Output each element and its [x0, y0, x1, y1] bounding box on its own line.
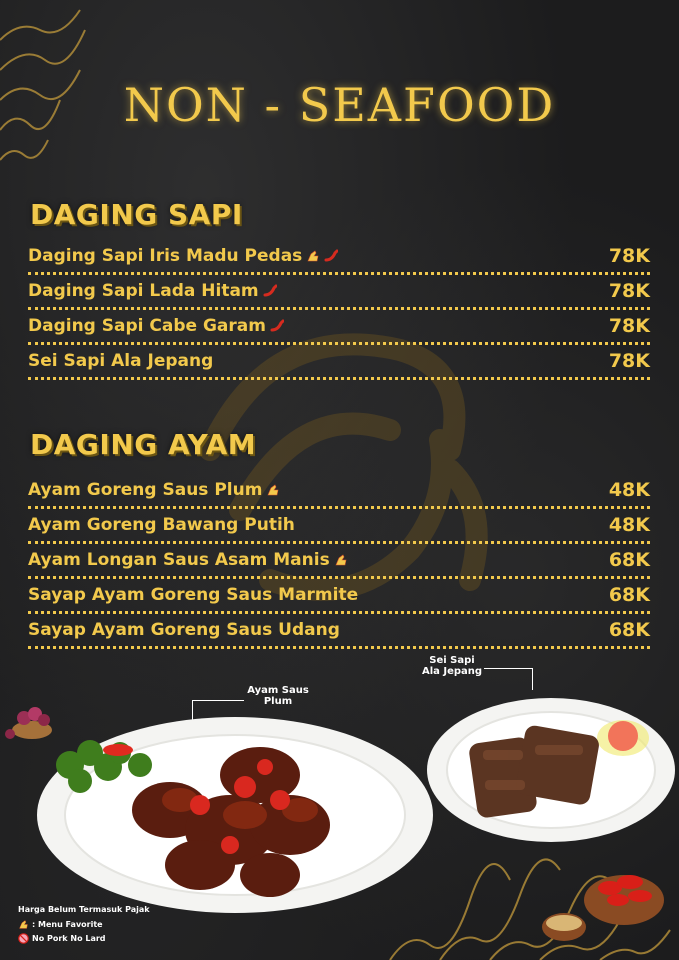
item-name: Ayam Goreng Saus Plum	[28, 480, 263, 500]
item-name: Ayam Longan Saus Asam Manis	[28, 550, 330, 570]
section-heading-daging-ayam: DAGING AYAM	[30, 428, 257, 461]
menu-item	[28, 240, 650, 275]
dish-image-ayam-saus-plum	[30, 715, 435, 920]
callout-label-plum: Ayam Saus Plum	[247, 685, 309, 707]
item-price: 78K	[608, 350, 650, 372]
section-heading-daging-sapi: DAGING SAPI	[30, 198, 243, 231]
menu-item	[28, 345, 650, 380]
item-name: Daging Sapi Iris Madu Pedas	[28, 246, 303, 266]
item-name: Sayap Ayam Goreng Saus Marmite	[28, 585, 359, 605]
callout-line	[484, 668, 532, 669]
menu-item	[28, 579, 650, 614]
thumbs-up-icon	[18, 919, 29, 930]
thumbs-up-icon	[306, 249, 320, 263]
item-price: 48K	[608, 479, 650, 501]
footer-favorite-note: : Menu Favorite	[18, 919, 103, 930]
item-price: 68K	[608, 549, 650, 571]
menu-item	[28, 544, 650, 579]
footer-pork-note: No Pork No Lard	[18, 933, 106, 944]
callout-line	[532, 668, 533, 690]
item-name: Sayap Ayam Goreng Saus Udang	[28, 620, 340, 640]
spice-bowl-image	[540, 905, 588, 945]
item-price: 68K	[608, 584, 650, 606]
chili-icon	[270, 319, 284, 333]
item-name: Daging Sapi Cabe Garam	[28, 316, 266, 336]
item-name: Ayam Goreng Bawang Putih	[28, 515, 295, 535]
item-price: 78K	[608, 280, 650, 302]
item-price: 78K	[608, 315, 650, 337]
menu-item	[28, 509, 650, 544]
callout-label-sei-sapi: Sei Sapi Ala Jepang	[421, 655, 483, 677]
chili-icon	[324, 249, 338, 263]
menu-list-daging-sapi	[28, 240, 650, 380]
item-name: Sei Sapi Ala Jepang	[28, 351, 214, 371]
thumbs-up-icon	[334, 553, 348, 567]
menu-item	[28, 275, 650, 310]
footer-tax-note: Harga Belum Termasuk Pajak	[18, 905, 150, 914]
menu-item	[28, 474, 650, 509]
menu-item	[28, 310, 650, 345]
chili-bowl-image	[582, 860, 667, 930]
item-price: 68K	[608, 619, 650, 641]
item-price: 78K	[608, 245, 650, 267]
menu-item	[28, 614, 650, 649]
item-price: 48K	[608, 514, 650, 536]
dish-image-sei-sapi	[425, 690, 677, 850]
thumbs-up-icon	[266, 483, 280, 497]
callout-line	[192, 700, 244, 701]
chili-icon	[263, 284, 277, 298]
menu-list-daging-ayam	[28, 474, 650, 649]
item-name: Daging Sapi Lada Hitam	[28, 281, 259, 301]
page-title: NON - SEAFOOD	[123, 78, 556, 132]
no-pork-icon	[18, 933, 29, 944]
